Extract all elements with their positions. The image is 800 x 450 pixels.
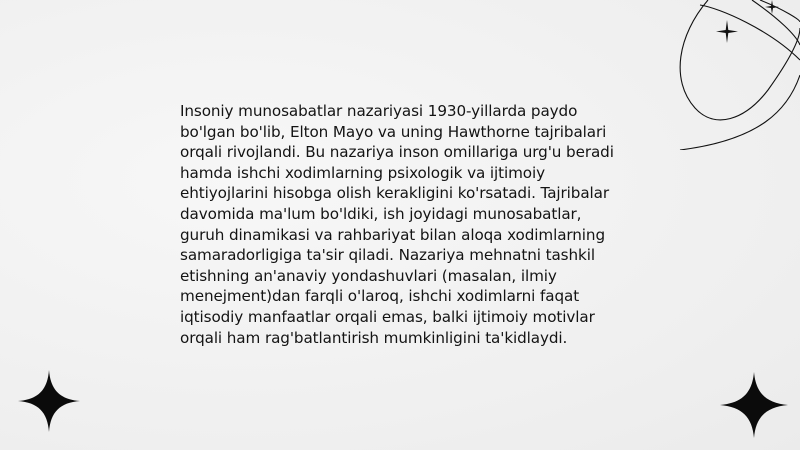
four-point-star-right-icon xyxy=(720,372,788,438)
four-point-star-left-icon xyxy=(18,370,80,432)
orbit-lines-icon xyxy=(660,0,800,150)
sparkle-icon xyxy=(716,20,738,43)
body-paragraph: Insoniy munosabatlar nazariyasi 1930-yillarda paydo bo'lgan bo'lib, Elton Mayo va uning Hawthorne tajribalari orqali rivojlandi. Bu nazariya inson omillariga urg'u beradi hamda ishchi xodimlarning psixologik va ijtimoiy ehtiyojlarini hisobga olish kerakligini ko'rsatadi. Tajribalar davomida ma'lum bo'ldiki, ish joyidagi munosabatlar, guruh dinamikasi va rahbariyat bilan aloqa xodimlarning samaradorligiga ta'sir qiladi. Nazariya mehnatni tashkil etishning an'anaviy yondashuvlari (masalan, ilmiy menejment)dan farqli o'laroq, ishchi xodimlarni faqat iqtisodiy manfaatlar orqali emas, balki ijtimoiy motivlar orqali ham rag'batlantirish mumkinligini ta'kidlaydi. xyxy=(180,102,614,347)
